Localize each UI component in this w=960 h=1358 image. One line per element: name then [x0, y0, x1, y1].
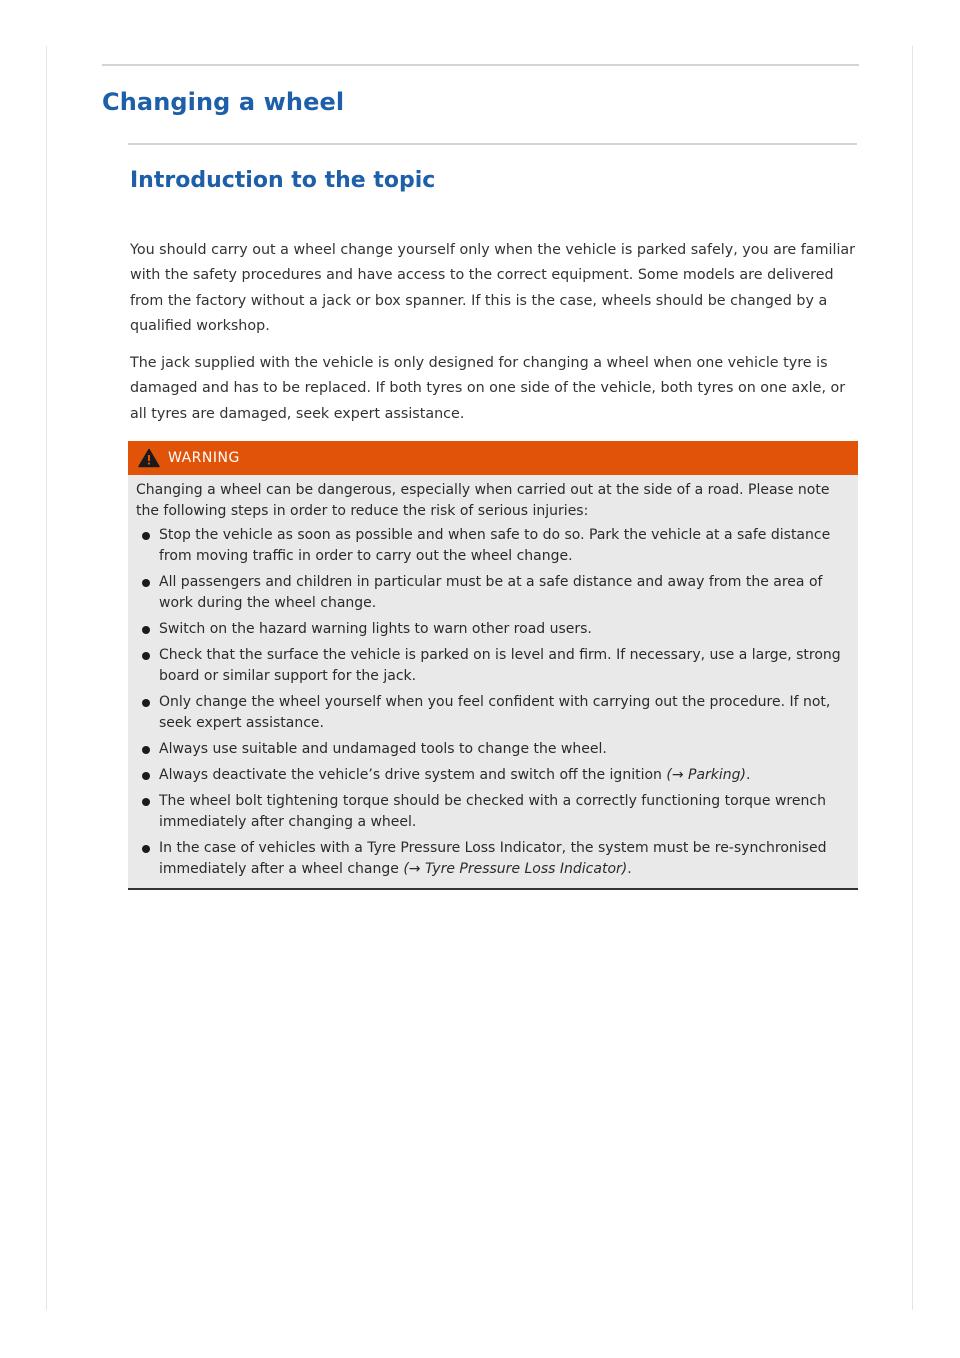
list-item: All passengers and children in particular must be at a safe distance and away from the area of work during the wheel change.: [128, 572, 858, 614]
bullet-icon: [142, 798, 150, 806]
bullet-icon: [142, 626, 150, 634]
bullet-icon: [142, 652, 150, 660]
bullet-icon: [142, 746, 150, 754]
warning-triangle-icon: [138, 448, 160, 468]
bullet-icon: [142, 579, 150, 587]
intro-paragraph-2: The jack supplied with the vehicle is only designed for changing a wheel when one vehicle tyre is damaged and has to be replaced. If both tyres on one side of the vehicle, both tyres on one axle, or all tyres are damaged, seek expert assistance.: [130, 355, 846, 422]
list-item: Switch on the hazard warning lights to warn other road users.: [128, 619, 858, 640]
bullet-icon: [142, 532, 150, 540]
bullet-icon: [142, 772, 150, 780]
top-divider: [102, 64, 859, 66]
right-margin-line: [912, 46, 913, 1310]
list-item: In the case of vehicles with a Tyre Pressure Loss Indicator, the system must be re-synchronised immediately after a wheel change (→ Tyre Pressure Loss Indicator).: [128, 838, 858, 880]
intro-paragraph-1: You should carry out a wheel change yourself only when the vehicle is parked safely, you are familiar with the safety procedures and have access to the correct equipment. Some models are delivered from the factory without a jack or box spanner. If this is the case, wheels should be changed by a qualified workshop.: [130, 242, 856, 334]
warning-label: WARNING: [168, 450, 240, 466]
list-item: Stop the vehicle as soon as possible and when safe to do so. Park the vehicle at a safe distance from moving traffic in order to carry out the wheel change.: [128, 525, 858, 567]
warning-header: [128, 441, 858, 475]
section-title: Introduction to the topic: [130, 168, 436, 193]
cross-reference-link[interactable]: (→ Tyre Pressure Loss Indicator): [403, 861, 628, 877]
list-item: Only change the wheel yourself when you feel confident with carrying out the procedure. If not, seek expert assistance.: [128, 692, 858, 734]
warning-intro: Changing a wheel can be dangerous, especially when carried out at the side of a road. Please note the following steps in order to reduce the risk of serious injuries:: [136, 482, 830, 519]
left-margin-line: [46, 46, 47, 1310]
warning-body: [128, 475, 858, 890]
list-item: Always use suitable and undamaged tools to change the wheel.: [128, 739, 858, 760]
list-item: Check that the surface the vehicle is parked on is level and firm. If necessary, use a large, strong board or similar support for the jack.: [128, 645, 858, 687]
list-item: The wheel bolt tightening torque should be checked with a correctly functioning torque wrench immediately after changing a wheel.: [128, 791, 858, 833]
warning-list: [128, 525, 858, 885]
bullet-icon: [142, 845, 150, 853]
cross-reference-link[interactable]: (→ Parking): [666, 767, 746, 783]
bullet-icon: [142, 699, 150, 707]
list-item: Always deactivate the vehicle’s drive system and switch off the ignition (→ Parking).: [128, 765, 858, 786]
page-title: Changing a wheel: [102, 88, 345, 116]
section-divider: [128, 143, 857, 145]
